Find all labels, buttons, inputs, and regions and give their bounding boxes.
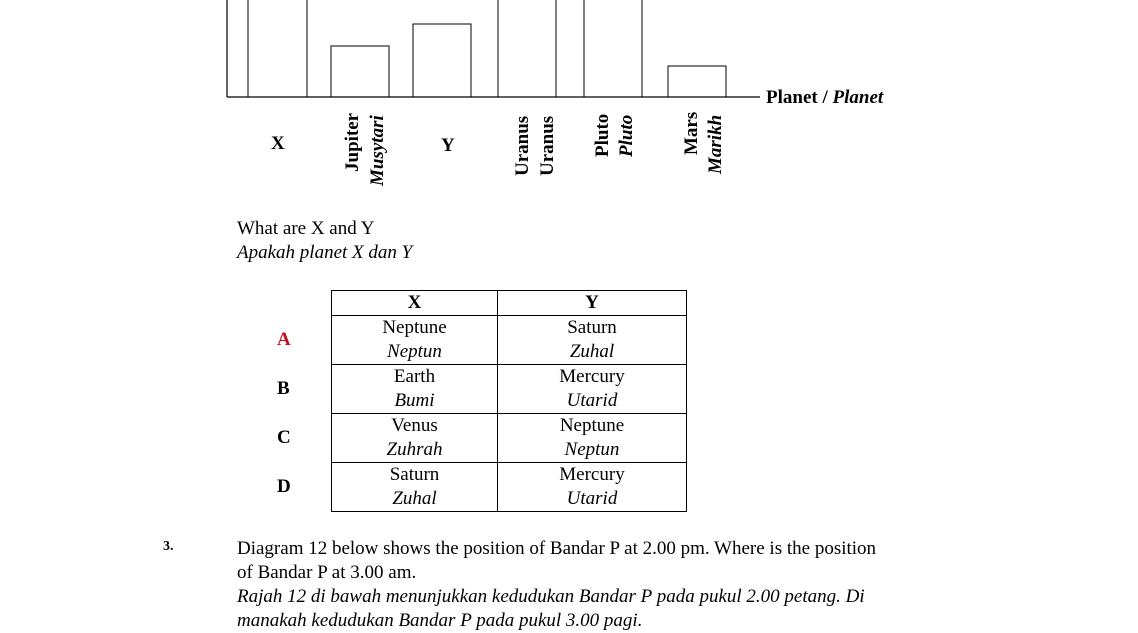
table-cell-x [332,316,498,365]
table-cell-y [498,414,687,463]
cell-en: Neptune [559,415,625,436]
cell-en: Earth [393,366,436,387]
next-question-en-line1: Diagram 12 below shows the position of Bandar P at 2.00 pm. Where is the position [237,538,877,559]
option-letter-b[interactable]: B [277,378,290,399]
option-letter-c[interactable]: C [277,427,291,448]
table-cell-x [332,365,498,414]
cell-en: Saturn [389,464,440,485]
table-row [332,463,687,512]
bar-y [413,24,471,97]
table-cell-y [498,316,687,365]
tick-label-jupiter-ms: Musytari [367,115,388,186]
table-cell-x [332,463,498,512]
cell-en: Venus [391,415,438,436]
cell-ms: Zuhrah [386,439,443,460]
table-header-row [332,291,687,316]
cell-ms: Neptun [387,341,442,362]
cell-ms: Bumi [394,390,435,411]
bar-mars [668,66,726,97]
bar-jupiter [331,46,389,97]
table-row [332,316,687,365]
table-cell-x [332,414,498,463]
tick-label-mars: Mars [681,111,702,155]
table-cell-y [498,365,687,414]
table-cell-y [498,463,687,512]
tick-label-pluto: Pluto [592,113,613,157]
bar-pluto [584,0,642,97]
tick-label-uranus-ms: Uranus [537,115,558,176]
cell-ms: Zuhal [569,341,615,362]
next-question-en-line2: of Bandar P at 3.00 am. [237,562,417,583]
bar-x [248,0,307,97]
next-question-ms-line2: manakah kedudukan Bandar P pada pukul 3.00 pagi. [237,610,643,631]
cell-en: Mercury [559,464,625,485]
planet-bar-chart [0,0,1138,200]
cell-ms: Utarid [566,390,618,411]
tick-label-pluto-ms: Pluto [616,114,637,157]
tick-label-uranus: Uranus [512,115,533,176]
question-number: 3. [163,539,174,554]
tick-label-x: X [271,133,285,154]
table-header-x: X [332,291,498,316]
next-question-ms-line1: Rajah 12 di bawah menunjukkan kedudukan Bandar P pada pukul 2.00 petang. Di [237,586,865,607]
question-en: What are X and Y [237,218,375,239]
table-row [332,414,687,463]
option-letter-d[interactable]: D [277,476,291,497]
cell-ms: Zuhal [392,488,437,509]
cell-en: Saturn [567,317,617,338]
tick-label-mars-ms: Marikh [705,114,726,174]
cell-en: Neptune [382,317,447,338]
cell-ms: Neptun [564,439,620,460]
axis-label-italic: Planet [832,87,884,108]
question-ms: Apakah planet X dan Y [237,242,413,263]
bar-uranus [498,0,556,97]
axis-label: Planet / Planet [766,87,884,108]
table-row [332,365,687,414]
table-header-y: Y [498,291,687,316]
options-table [331,290,687,512]
option-letter-a[interactable]: A [277,329,291,350]
cell-en: Mercury [559,366,625,387]
cell-ms: Utarid [566,488,618,509]
tick-label-y: Y [441,135,455,156]
tick-label-jupiter: Jupiter [342,112,363,172]
